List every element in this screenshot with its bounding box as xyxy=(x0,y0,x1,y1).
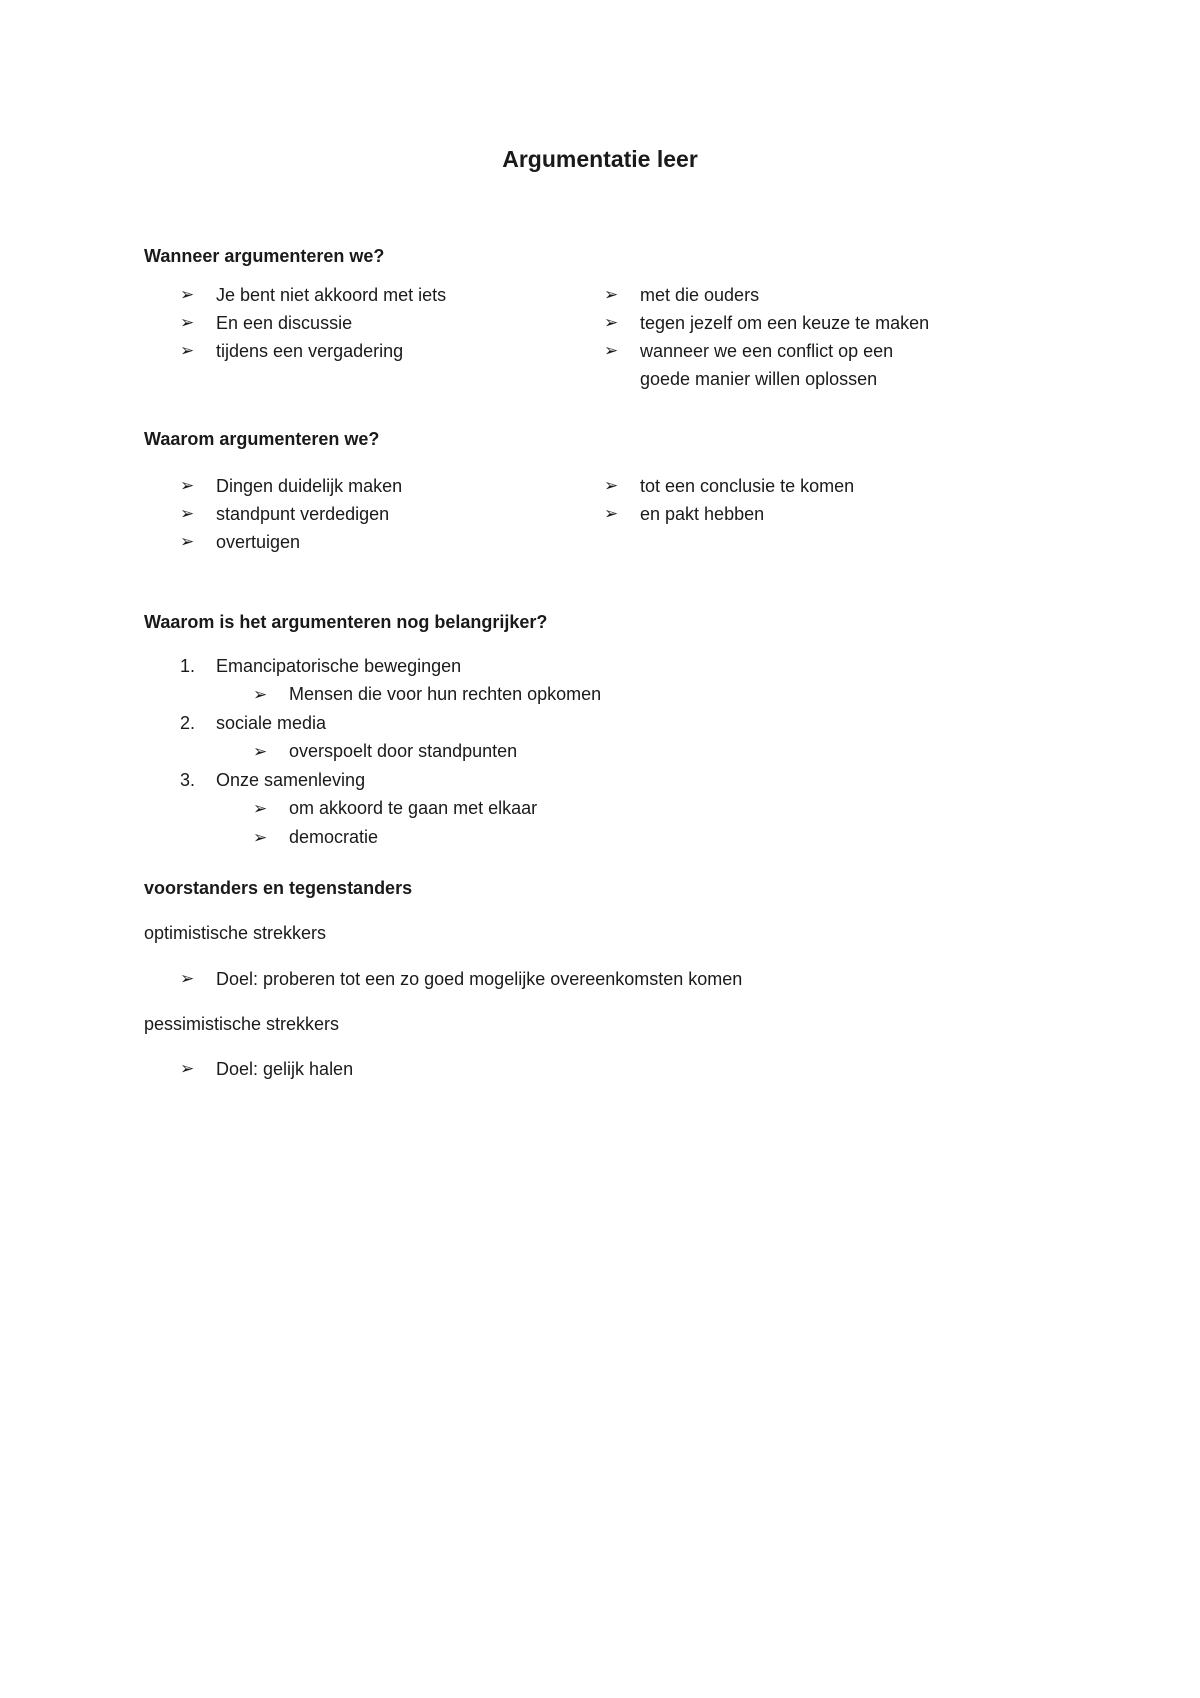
section-heading-waarom: Waarom argumenteren we? xyxy=(144,429,380,449)
bullet-list-optimistic xyxy=(180,965,742,993)
numbered-item xyxy=(180,766,601,852)
document-title: Argumentatie leer xyxy=(502,146,698,172)
bullet-list-waarom-left xyxy=(180,472,402,556)
arrow-bullet-icon: ➢ xyxy=(253,685,268,704)
list-item-text: goede manier willen oplossen xyxy=(640,369,878,389)
list-item-text: Je bent niet akkoord met iets xyxy=(216,285,447,305)
list-item xyxy=(253,737,601,766)
list-item xyxy=(180,309,446,337)
list-item xyxy=(253,680,601,709)
list-item-continuation xyxy=(604,365,929,393)
arrow-bullet-icon: ➢ xyxy=(180,313,195,332)
list-item-text: overtuigen xyxy=(216,532,301,552)
list-number: 3. xyxy=(180,770,196,790)
optimistic-label: optimistische strekkers xyxy=(144,923,327,943)
arrow-bullet-icon: ➢ xyxy=(253,742,268,761)
list-item xyxy=(180,472,402,500)
section-heading-belangrijker: Waarom is het argumenteren nog belangrijker? xyxy=(144,612,548,632)
list-item xyxy=(604,309,929,337)
list-item xyxy=(604,472,854,500)
list-item xyxy=(604,500,854,528)
list-item-text: Dingen duidelijk maken xyxy=(216,476,403,496)
numbered-item xyxy=(180,709,601,766)
section-heading-wanneer: Wanneer argumenteren we? xyxy=(144,246,385,266)
arrow-bullet-icon: ➢ xyxy=(180,285,195,304)
list-item-text: Emancipatorische bewegingen xyxy=(216,656,462,676)
list-item-text: tot een conclusie te komen xyxy=(640,476,855,496)
bullet-list-waarom-right xyxy=(604,472,854,528)
sub-bullet-list xyxy=(216,737,601,766)
bullet-list-wanneer-right xyxy=(604,281,929,393)
list-item-text: Onze samenleving xyxy=(216,770,366,790)
bullet-list-pessimistic xyxy=(180,1055,353,1083)
list-item-text: democratie xyxy=(289,827,379,847)
arrow-bullet-icon: ➢ xyxy=(180,969,195,988)
arrow-bullet-icon: ➢ xyxy=(180,1059,195,1078)
numbered-list-belangrijker xyxy=(180,652,601,852)
list-item xyxy=(604,337,929,365)
list-item-text: sociale media xyxy=(216,713,327,733)
list-item-text: overspoelt door standpunten xyxy=(289,741,518,761)
list-number: 1. xyxy=(180,656,196,676)
list-item xyxy=(180,1055,353,1083)
arrow-bullet-icon: ➢ xyxy=(604,313,619,332)
arrow-bullet-icon: ➢ xyxy=(604,341,619,360)
arrow-bullet-icon: ➢ xyxy=(604,285,619,304)
list-item xyxy=(604,281,929,309)
list-item-text: standpunt verdedigen xyxy=(216,504,390,524)
list-item-text: tegen jezelf om een keuze te maken xyxy=(640,313,930,333)
list-item xyxy=(253,794,601,823)
list-item-text: tijdens een vergadering xyxy=(216,341,404,361)
arrow-bullet-icon: ➢ xyxy=(253,828,268,847)
list-item-text: en pakt hebben xyxy=(640,504,765,524)
sub-bullet-list xyxy=(216,794,601,852)
list-item-text: met die ouders xyxy=(640,285,760,305)
list-item xyxy=(180,500,402,528)
arrow-bullet-icon: ➢ xyxy=(604,504,619,523)
list-item-text: Mensen die voor hun rechten opkomen xyxy=(289,684,602,704)
arrow-bullet-icon: ➢ xyxy=(253,799,268,818)
list-item xyxy=(180,281,446,309)
list-item xyxy=(253,823,601,852)
arrow-bullet-icon: ➢ xyxy=(180,532,195,551)
list-item-text: En een discussie xyxy=(216,313,353,333)
list-item-text: Doel: proberen tot een zo goed mogelijke overeenkomsten komen xyxy=(216,969,743,989)
arrow-bullet-icon: ➢ xyxy=(180,341,195,360)
list-item-text: Doel: gelijk halen xyxy=(216,1059,354,1079)
list-item xyxy=(180,528,402,556)
list-item xyxy=(180,965,742,993)
arrow-bullet-icon: ➢ xyxy=(604,476,619,495)
numbered-item xyxy=(180,652,601,709)
sub-bullet-list xyxy=(216,680,601,709)
arrow-bullet-icon: ➢ xyxy=(180,504,195,523)
list-item-text: om akkoord te gaan met elkaar xyxy=(289,798,538,818)
list-item-text: wanneer we een conflict op een xyxy=(640,341,894,361)
pessimistic-label: pessimistische strekkers xyxy=(144,1014,340,1034)
bullet-list-wanneer-left xyxy=(180,281,446,365)
list-number: 2. xyxy=(180,713,196,733)
arrow-bullet-icon: ➢ xyxy=(180,476,195,495)
list-item xyxy=(180,337,446,365)
section-heading-voorstanders: voorstanders en tegenstanders xyxy=(144,878,413,898)
